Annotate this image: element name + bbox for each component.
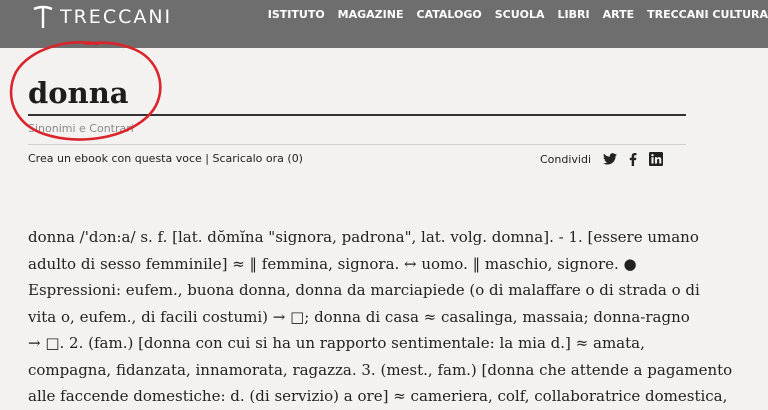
nav-item-istituto[interactable]: ISTITUTO [267,8,325,21]
nav-item-magazine[interactable]: MAGAZINE [337,8,404,21]
section-subtitle[interactable]: Sinonimi e Contrari [28,122,134,135]
nav-item-catalogo[interactable]: CATALOGO [416,8,482,21]
definition-line: alle faccende domestiche: d. (di servizio) a ore] ≈ cameriera, colf, collaboratrice domestica, [28,387,728,405]
treccani-t-icon [32,5,54,29]
headword-title: donna [28,76,129,110]
definition-line: Espressioni: eufem., buona donna, donna da marciapiede (o di malaffare o di strada o di [28,281,700,299]
definition-line: compagna, fidanzata, innamorata, ragazza. 3. (mest., fam.) [donna che attende a pagamento [28,360,733,379]
nav-item-treccani-cultura[interactable]: TRECCANI CULTURA [647,8,768,21]
share-bar [540,152,663,166]
twitter-icon[interactable] [603,153,617,165]
nav-item-scuola[interactable]: SCUOLA [494,8,545,21]
main-nav [268,8,768,21]
nav-item-libri[interactable]: LIBRI [557,8,590,21]
definition-line: vita o, eufem., di facili costumi) → □; donna di casa ≈ casalinga, massaia; donna-ragno [28,307,690,326]
toolbar-divider [28,144,686,145]
title-divider [28,114,686,116]
top-navigation-bar [0,0,768,48]
facebook-icon[interactable] [629,153,637,166]
treccani-logo[interactable] [32,4,172,30]
nav-item-arte[interactable]: ARTE [602,8,635,21]
definition-text [28,224,733,410]
definition-line: → □. 2. (fam.) [donna con cui si ha un rapporto sentimentale: la mia d.] ≈ amata, [28,334,645,352]
brand-name: TRECCANI [60,6,173,28]
definition-line: donna /'dɔn:a/ s. f. [lat. dŏmĭna "signora, padrona", lat. volg. domna]. - 1. [essere umano [28,228,699,246]
definition-line: adulto di sesso femminile] ≈ ‖ femmina, signora. ↔ uomo. ‖ maschio, signore. ● [28,254,637,273]
share-label: Condividi [540,152,592,166]
ebook-link[interactable]: Crea un ebook con questa voce | Scaricalo ora (0) [28,152,303,165]
linkedin-icon[interactable] [649,152,663,166]
